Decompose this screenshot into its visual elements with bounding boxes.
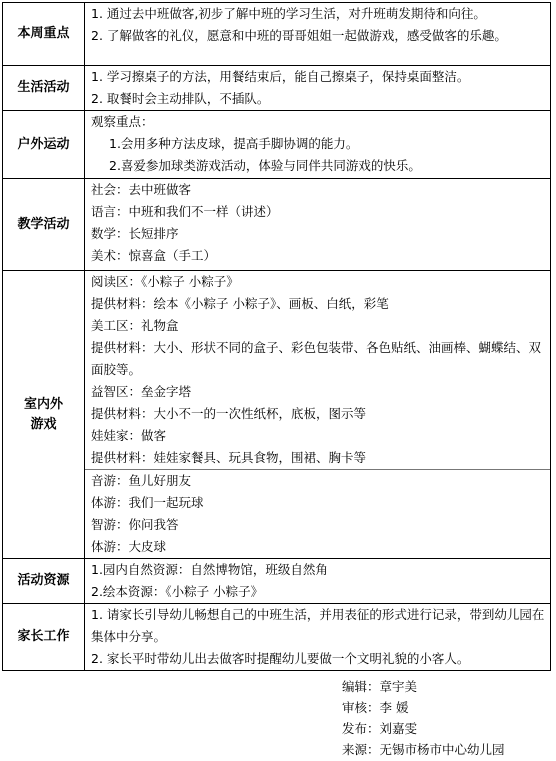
life-line-2: 2. 取餐时会主动排队，不插队。	[91, 91, 270, 106]
row-content-games	[85, 271, 551, 559]
row-resources	[3, 559, 551, 604]
teaching-line-3: 数学：长短排序	[91, 226, 179, 241]
row-content-teaching	[85, 179, 551, 271]
resources-line-1: 1.园内自然资源：自然博物馆，班级自然角	[91, 562, 328, 577]
row-content-parents	[85, 604, 551, 671]
outdoor-line-2: 1.会用多种方法皮球，提高手脚协调的能力。	[109, 136, 359, 151]
outdoor-game-4: 体游：大皮球	[91, 539, 167, 554]
row-label-focus: 本周重点	[3, 3, 85, 66]
indoor-line-6: 提供材料：大小不一的一次性纸杯，底板，图示等	[91, 406, 367, 421]
row-content-resources	[85, 559, 551, 604]
parents-line-2: 2. 家长平时带幼儿出去做客时提醒幼儿要做一个文明礼貌的小客人。	[91, 651, 470, 666]
outdoor-game-1: 音游：鱼儿好朋友	[91, 473, 192, 488]
row-games	[3, 271, 551, 559]
row-label-teaching: 教学活动	[3, 179, 85, 271]
focus-line-2: 2. 了解做客的礼仪，愿意和中班的哥哥姐姐一起做游戏，感受做客的乐趣。	[91, 28, 507, 43]
parents-line-1: 1. 请家长引导幼儿畅想自己的中班生活，并用表征的形式进行记录，带到幼儿园在集体中分享。	[91, 607, 545, 644]
credit-editor: 编辑：章宇美	[342, 679, 418, 694]
games-label-line-2: 游戏	[30, 416, 57, 432]
row-content-focus	[85, 3, 551, 66]
life-line-1: 1. 学习擦桌子的方法，用餐结束后，能自己擦桌子，保持桌面整洁。	[91, 69, 470, 84]
outdoor-games-section	[85, 469, 550, 558]
row-label-parents: 家长工作	[3, 604, 85, 671]
indoor-line-4: 提供材料：大小、形状不同的盒子、彩色包装带、各色贴纸、油画棒、蝴蝶结、双面胶等。	[91, 340, 542, 377]
games-label-line-1: 室内外	[23, 396, 63, 412]
row-content-life	[85, 66, 551, 111]
teaching-line-1: 社会：去中班做客	[91, 182, 192, 197]
row-focus	[3, 3, 551, 66]
focus-line-1: 1. 通过去中班做客,初步了解中班的学习生活，对升班萌发期待和向往。	[91, 6, 486, 21]
indoor-line-3: 美工区：礼物盒	[91, 318, 179, 333]
indoor-line-5: 益智区：垒金字塔	[91, 384, 192, 399]
row-teaching	[3, 179, 551, 271]
weekly-plan-table	[2, 2, 551, 671]
row-parents	[3, 604, 551, 671]
row-label-life: 生活活动	[3, 66, 85, 111]
resources-line-2: 2.绘本资源：《小粽子 小粽子》	[91, 584, 264, 599]
row-label-outdoor: 户外运动	[3, 111, 85, 179]
credits-block	[342, 676, 505, 760]
credit-publisher: 发布：刘嘉雯	[342, 721, 418, 736]
outdoor-game-2: 体游：我们一起玩球	[91, 495, 204, 510]
credit-source: 来源：无锡市杨市中心幼儿园	[342, 742, 505, 757]
row-outdoor	[3, 111, 551, 179]
teaching-line-2: 语言：中班和我们不一样（讲述）	[91, 204, 279, 219]
outdoor-line-1: 观察重点：	[91, 114, 154, 129]
indoor-line-1: 阅读区：《小粽子 小粽子》	[91, 274, 239, 289]
row-content-outdoor	[85, 111, 551, 179]
outdoor-game-3: 智游：你问我答	[91, 517, 179, 532]
outdoor-line-3: 2.喜爱参加球类游戏活动，体验与同伴共同游戏的快乐。	[109, 158, 421, 173]
indoor-line-2: 提供材料：绘本《小粽子 小粽子》、画板、白纸，彩笔	[91, 296, 389, 311]
row-label-resources: 活动资源	[3, 559, 85, 604]
teaching-line-4: 美术：惊喜盒（手工）	[91, 248, 217, 263]
indoor-line-7: 娃娃家：做客	[91, 428, 167, 443]
credit-reviewer: 审核：李 媛	[342, 700, 409, 715]
row-label-games	[3, 271, 85, 559]
row-life	[3, 66, 551, 111]
indoor-line-8: 提供材料：娃娃家餐具、玩具食物，围裙、胸卡等	[91, 450, 367, 465]
